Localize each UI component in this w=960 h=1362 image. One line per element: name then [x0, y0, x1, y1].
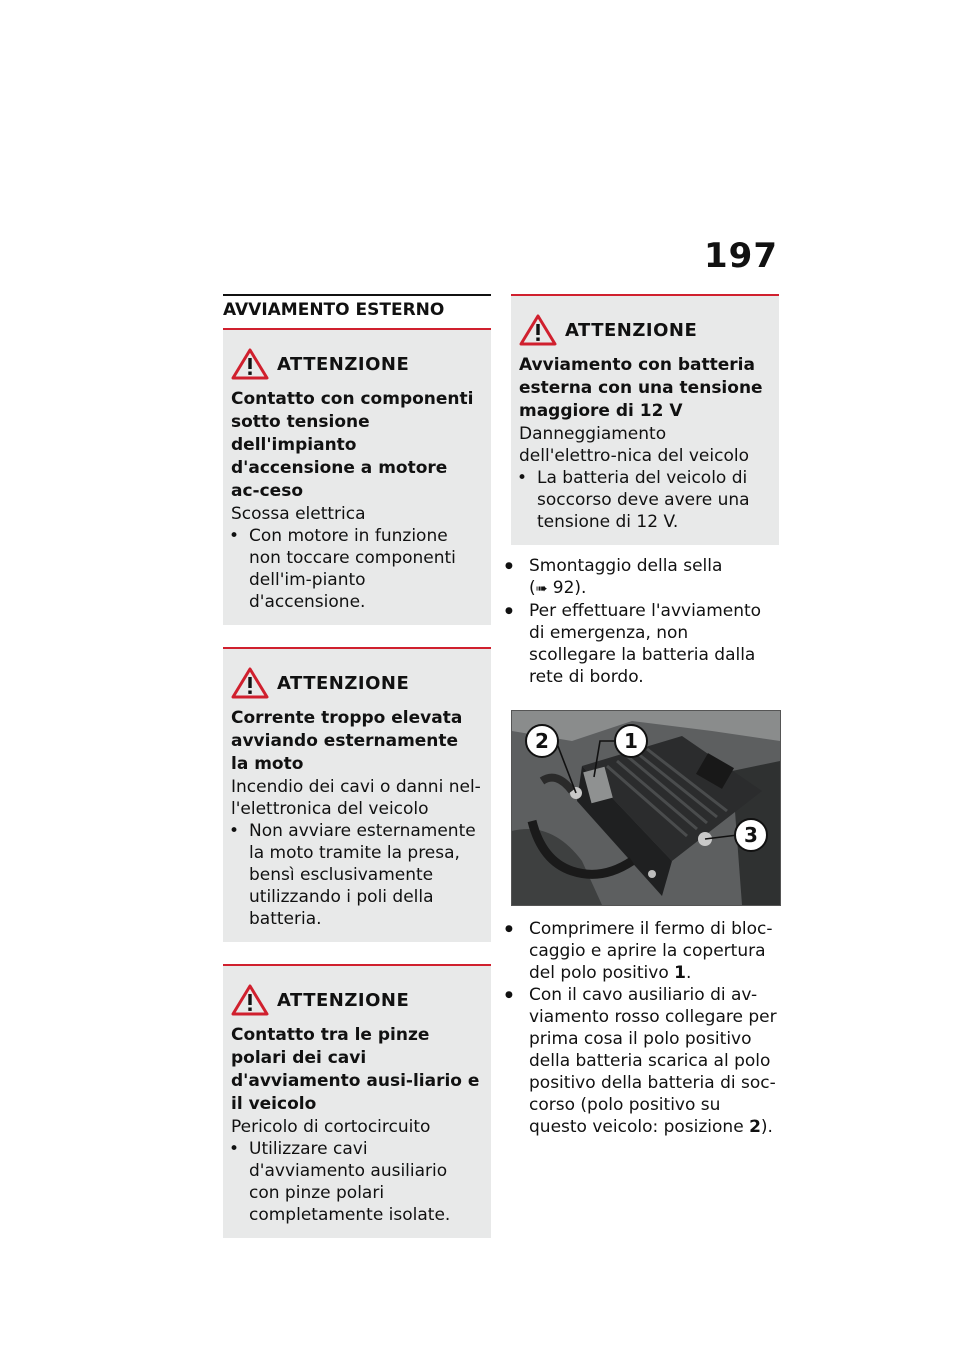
warning-box-1: [223, 328, 491, 625]
step-item: ● Per effettuare l'avviamento di emergenza, non scollegare la batteria dalla rete di bordo.: [511, 600, 779, 688]
warning-subject: Contatto con componenti sotto tensione dell'impianto d'accensione a motore ac-ceso: [231, 389, 474, 501]
steps-list-2: [511, 918, 779, 1138]
warning-triangle-icon: [231, 667, 269, 699]
callout-3: 3: [734, 818, 768, 852]
warning-title: ATTENZIONE: [277, 989, 410, 1011]
warning-item: • Non avviare esternamente la moto tramite la presa, bensì esclusivamente utilizzando i poli della batteria.: [231, 820, 481, 930]
warning-effect: Danneggiamento dell'elettro-nica del veicolo: [519, 424, 749, 466]
warning-item: • Utilizzare cavi d'avviamento ausiliario con pinze polari completamente isolate.: [231, 1138, 481, 1226]
warning-subject: Corrente troppo elevata avviando esternamente la moto: [231, 708, 463, 774]
callout-2: 2: [525, 724, 559, 758]
callout-1: 1: [614, 724, 648, 758]
warning-effect: Scossa elettrica: [231, 504, 366, 524]
step-item: ● Con il cavo ausiliario di av-viamento rosso collegare per prima cosa il polo positivo della batteria scarica al polo positivo della batteria di soc-corso (polo positivo su questo veicolo: posizione 2).: [511, 984, 779, 1138]
step-item: ● Smontaggio della sella (➠ 92).: [511, 555, 779, 600]
warning-box-2: [223, 647, 491, 942]
page-reference-arrow-icon: ➠: [535, 581, 548, 597]
section-title: AVVIAMENTO ESTERNO: [223, 294, 491, 328]
steps-list-1: [511, 555, 779, 688]
warning-effect: Pericolo di cortocircuito: [231, 1117, 431, 1137]
right-column: [511, 294, 779, 1138]
page-reference-link[interactable]: 92: [552, 578, 575, 598]
warning-triangle-icon: [231, 348, 269, 380]
page-number: 197: [704, 236, 778, 276]
warning-triangle-icon: [519, 314, 557, 346]
battery-photo: [511, 710, 781, 906]
warning-box-4: [511, 294, 779, 545]
warning-subject: Contatto tra le pinze polari dei cavi d'avviamento ausi-liario e il veicolo: [231, 1025, 480, 1114]
warning-title: ATTENZIONE: [277, 672, 410, 694]
step-item: ● Comprimere il fermo di bloc-caggio e aprire la copertura del polo positivo 1.: [511, 918, 779, 984]
warning-title: ATTENZIONE: [277, 353, 410, 375]
warning-subject: Avviamento con batteria esterna con una tensione maggiore di 12 V: [519, 355, 763, 421]
warning-effect: Incendio dei cavi o danni nel-l'elettronica del veicolo: [231, 777, 481, 819]
warning-item: • La batteria del veicolo di soccorso deve avere una tensione di 12 V.: [519, 467, 769, 533]
warning-triangle-icon: [231, 984, 269, 1016]
warning-item: • Con motore in funzione non toccare componenti dell'im-pianto d'accensione.: [231, 525, 481, 613]
warning-title: ATTENZIONE: [565, 319, 698, 341]
left-column: [223, 294, 491, 1260]
warning-box-3: [223, 964, 491, 1238]
